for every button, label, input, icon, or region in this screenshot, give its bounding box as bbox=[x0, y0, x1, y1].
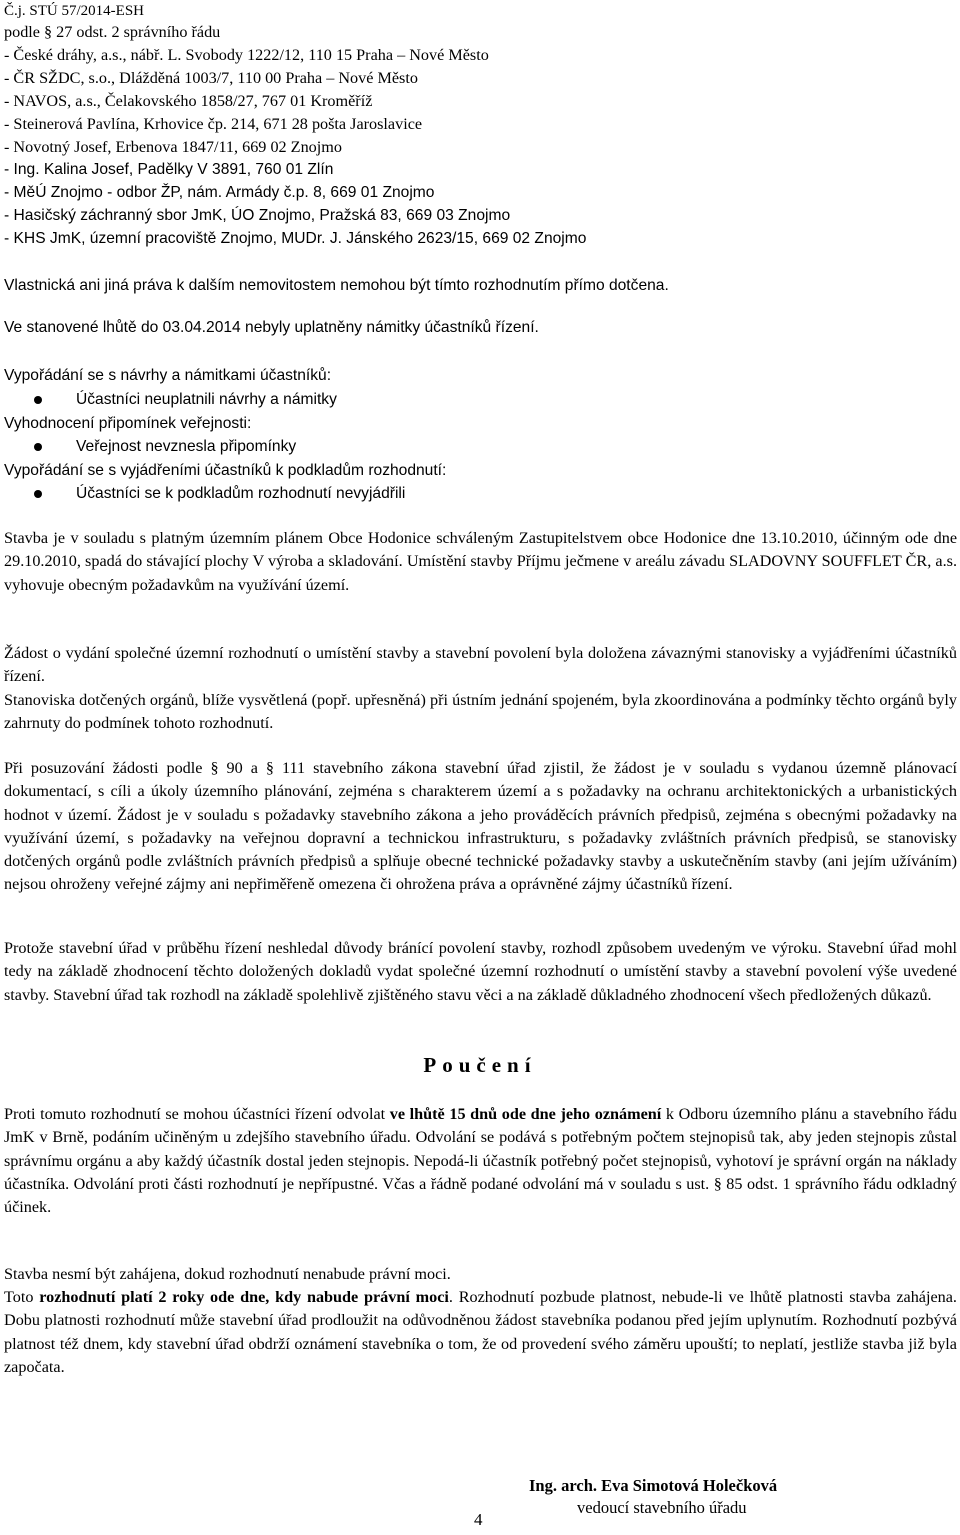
paragraph-assessment: Při posuzování žádosti podle § 90 a § 111 stavebního zákona stavební úřad zjistil, že žádost je v souladu s vydanou územně plánovací dokumentací, s cíli a úkoly územního plánování, zejména s charakterem území a s požadavky na ochranu architektonických a urbanistických hodnot v území. Žádost je v souladu s požadavky stavebního zákona a jeho prováděcích právních předpisů, zejména s obecnými požadavky na využívání území, s požadavky na veřejnou dopravní a technickou infrastrukturu, s požadavky zvláštních právních předpisů, se stanovisky dotčených orgánů podle zvláštních právních předpisů a splňuje obecné technické požadavky stavby a uskutečněním stavby (ani jejím užíváním) nejsou ohroženy veřejné zájmy ani nepřiměřeně omezena či ohrožena práva a oprávněné zájmy účastníků řízení. bbox=[4, 759, 957, 894]
settlement-title: Vypořádání se s vyjádřeními účastníků k podkladům rozhodnutí: bbox=[4, 462, 447, 479]
settlement-title: Vypořádání se s návrhy a námitkami účastníků: bbox=[4, 367, 332, 384]
participant-line: - Hasičský záchranný sbor JmK, ÚO Znojmo, Pražská 83, 669 03 Znojmo bbox=[4, 207, 511, 224]
bullet-icon bbox=[34, 490, 42, 498]
document-page: Č.j. STÚ 57/2014-ESH podle § 27 odst. 2 správního řádu - České dráhy, a.s., nábř. L. Svobody 1222/12, 110 15 Praha – Nové Město - ČR SŽDC, s.o., Dlážděná 1003/7, 110 00 Praha – Nové Město - NAVOS, a.s., Čelakovského 1858/27, 767 01 Kroměříž - Steinerová Pavlína, Krhovice čp. 214, 671 28 pošta Jaroslavice - Novotný Josef, Erbenova 1847/11, 669 02 Znojmo - Ing. Kalina Josef, Padělky V 3891, 760 01 Zlín - MěÚ Znojmo - odbor ŽP, nám. Armády č.p. 8, 669 01 Znojmo - Hasičský záchranný sbor JmK, ÚO Znojmo, Pražská 83, 669 03 Znojmo - KHS JmK, územní pracoviště Znojmo, MUDr. J. Jánského 2623/15, 669 02 Znojmo Vlastnická ani jiná práva k dalším nemovitostem nemohou být tímto rozhodnutím přímo dotčena. Ve stanovené lhůtě do 03.04.2014 nebyly uplatněny námitky účastníků řízení. Vypořádání se s návrhy a námitkami účastníků: Účastníci neuplatnili návrhy a námitky Vyhodnocení připomínek veřejnosti: Veřejnost nevznesla připomínky Vypořádání se s vyjádřeními účastníků k podkladům rozhodnutí: Účastníci se k podkladům rozhodnutí nevyjádřili Stavba je v souladu s platným územním plánem Obce Hodonice schváleným Zastupitelstvem obce Hodonice dne 13.10.2010, účinným ode dne 29.10.2010, spadá do stávající plochy V výroba a skladování. Umístění stavby Příjmu ječmene v areálu závadu SLADOVNY SOUFFLET ČR, a.s. vyhovuje obecným požadavkům na využívání území. Žádost o vydání společné územní rozhodnutí o umístění stavby a stavební povolení byla doložena závaznými stanovisky a vyjádřeními účastníků řízení. Stanoviska dotčených orgánů, blíže vysvětlená (popř. upřesněná) při ústním jednání spojeném, byla zkoordinována a podmínky těchto orgánů byly zahrnuty do podmínek tohoto rozhodnutí. Při posuzování žádosti podle § 90 a § 111 stavebního zákona stavební úřad zjistil, že žádost je v souladu s vydanou územně plánovací dokumentací, s cíli a úkoly územního plánování, zejména s charakterem území a s požadavky na ochranu architektonických a urbanistických hodnot v území. Žádost je v souladu s požadavky stavebního zákona a jeho prováděcích právních předpisů, zejména s obecnými požadavky na využívání území, s požadavky na veřejnou dopravní a technickou infrastrukturu, s požadavky zvláštních právních předpisů, se stanovisky dotčených orgánů podle zvláštních právních předpisů a splňuje obecné technické požadavky stavby a uskutečněním stavby (ani jejím užíváním) nejsou ohroženy veřejné zájmy ani nepřiměřeně omezena či ohrožena práva a oprávněné zájmy účastníků řízení. Protože stavební úřad v průběhu řízení neshledal důvody bránící povolení stavby, rozhodl způsobem uvedeným ve výroku. Stavební úřad mohl tedy na základě zhodnocení těchto doložených dokladů vydat společné územní rozhodnutí o umístění stavby a stavební povolení výše uvedené stavby. Stavební úřad tak rozhodl na základě spolehlivě zjištěného stavu věci a na základě důkladného zhodnocení všech předložených důkazů. Poučení Proti tomuto rozhodnutí se mohou účastníci řízení odvolat ve lhůtě 15 dnů ode dne jeho oznámení k Odboru územního plánu a stavebního řádu JmK v Brně, podáním učiněným u zdejšího stavebního úřadu. Odvolání se podává s potřebným počtem stejnopisů tak, aby jeden stejnopis zůstal správnímu orgánu a aby každý účastník dostal jeden stejnopis. Nepodá-li účastník potřebný počet stejnopisů, vyhotoví je správní orgán na náklady účastníka. Odvolání proti části rozhodnutí je nepřípustné. Včas a řádně podané odvolání má v souladu s ust. § 85 odst. 1 správního řádu odkladný účinek. Stavba nesmí být zahájena, dokud rozhodnutí nenabude právní moci. Toto rozhodnutí platí 2 roky ode dne, kdy nabude právní moci. Rozhodnutí pozbude platnost, nebude-li ve lhůtě platnosti stavba zahájena. Dobu platnosti rozhodnutí může stavební úřad prodloužit na odůvodněnou žádost stavebníka podanou před jejím uplynutím. Rozhodnutí pozbývá platnost též dnem, kdy stavební úřad obdrží oznámení stavebníka o tom, že od provedení svého záměru upouští; to neplatí, jestliže stavba již byla započata. Ing. arch. Eva Simotová Holečková vedoucí stavebního úřadu 4 bbox=[0, 0, 960, 1535]
heading-pouceni: Poučení bbox=[423, 1053, 537, 1077]
reference-number: Č.j. STÚ 57/2014-ESH bbox=[4, 3, 145, 19]
validity-text-rest: . Rozhodnutí pozbude platnost, nebude-li ve lhůtě platnosti stavba zahájena. Dobu platnosti rozhodnutí může stavební úřad prodloužit na odůvodněnou žádost stavebníka podanou před jejím uplynutím. Rozhodnutí pozbývá platnost též dnem, kdy stavební úřad obdrží oznámení stavebníka o tom, že od provedení svého záměru upouští; to neplatí, jestliže stavba již byla započata. bbox=[4, 1288, 957, 1376]
participant-line: - Ing. Kalina Josef, Padělky V 3891, 760 01 Zlín bbox=[4, 161, 334, 178]
participant-line: - MěÚ Znojmo - odbor ŽP, nám. Armády č.p. 8, 669 01 Znojmo bbox=[4, 184, 435, 201]
paragraph-decision: Protože stavební úřad v průběhu řízení neshledal důvody bránící povolení stavby, rozhodl způsobem uvedeným ve výroku. Stavební úřad mohl tedy na základě zhodnocení těchto doložených dokladů vydat společné územní rozhodnutí o umístění stavby a stavební povolení výše uvedené stavby. Stavební úřad tak rozhodl na základě spolehlivě zjištěného stavu věci a na základě důkladného zhodnocení všech předložených důkazů. bbox=[4, 939, 957, 1004]
start-note: Stavba nesmí být zahájena, dokud rozhodnutí nenabude právní moci. bbox=[4, 1265, 451, 1283]
participant-line: - KHS JmK, územní pracoviště Znojmo, MUDr. J. Jánského 2623/15, 669 02 Znojmo bbox=[4, 230, 587, 247]
paragraph-appeal bbox=[4, 1103, 957, 1219]
authorities-text: Stanoviska dotčených orgánů, blíže vysvětlená (popř. upřesněná) při ústním jednání spojeném, byla zkoordinována a podmínky těchto orgánů byly zahrnuty do podmínek tohoto rozhodnutí. bbox=[4, 690, 957, 732]
page-number: 4 bbox=[474, 1510, 483, 1529]
validity-period: rozhodnutí platí 2 roky ode dne, kdy nabude právní moci bbox=[39, 1288, 449, 1306]
paragraph-request bbox=[4, 642, 957, 735]
deadline-note: Ve stanovené lhůtě do 03.04.2014 nebyly uplatněny námitky účastníků řízení. bbox=[4, 319, 539, 336]
bullet-icon bbox=[34, 443, 42, 451]
signature-name: Ing. arch. Eva Simotová Holečková bbox=[529, 1476, 778, 1495]
participant-line: - Novotný Josef, Erbenova 1847/11, 669 02 Znojmo bbox=[4, 138, 342, 156]
participant-line: podle § 27 odst. 2 správního řádu bbox=[4, 23, 221, 41]
paragraph-validity bbox=[4, 1286, 957, 1379]
paragraph-zoning-plan: Stavba je v souladu s platným územním plánem Obce Hodonice schváleným Zastupitelstvem obce Hodonice dne 13.10.2010, účinným ode dne 29.10.2010, spadá do stávající plochy V výroba a skladování. Umístění stavby Příjmu ječmene v areálu závadu SLADOVNY SOUFFLET ČR, a.s. vyhovuje obecným požadavkům na využívání území. bbox=[4, 529, 957, 594]
bullet-icon bbox=[34, 396, 42, 404]
participant-line: - NAVOS, a.s., Čelakovského 1858/27, 767 01 Kroměříž bbox=[4, 92, 373, 110]
ownership-note: Vlastnická ani jiná práva k dalším nemovitostem nemohou být tímto rozhodnutím přímo dotčena. bbox=[4, 277, 669, 294]
signature-role: vedoucí stavebního úřadu bbox=[577, 1498, 747, 1517]
settlement-title: Vyhodnocení připomínek veřejnosti: bbox=[4, 415, 252, 432]
participant-line: - ČR SŽDC, s.o., Dlážděná 1003/7, 110 00 Praha – Nové Město bbox=[4, 69, 418, 87]
appeal-deadline: ve lhůtě 15 dnů ode dne jeho oznámení bbox=[389, 1105, 662, 1123]
participant-line: - České dráhy, a.s., nábř. L. Svobody 1222/12, 110 15 Praha – Nové Město bbox=[4, 46, 489, 64]
appeal-text-rest: k Odboru územního plánu a stavebního řádu JmK v Brně, podáním učiněným u zdejšího stavebního úřadu. Odvolání se podává s potřebným počtem stejnopisů tak, aby jeden stejnopis zůstal správnímu orgánu a aby každý účastník dostal jeden stejnopis. Nepodá-li účastník potřebný počet stejnopisů, vyhotoví je správní orgán na náklady účastníka. Odvolání proti části rozhodnutí je nepřípustné. Včas a řádně podané odvolání má v souladu s ust. § 85 odst. 1 správního řádu odkladný účinek. bbox=[4, 1105, 957, 1217]
validity-text: Toto bbox=[4, 1288, 40, 1306]
request-text: Žádost o vydání společné územní rozhodnutí o umístění stavby a stavební povolení byla doložena závaznými stanovisky a vyjádřeními účastníků řízení. bbox=[4, 644, 957, 686]
appeal-text: Proti tomuto rozhodnutí se mohou účastníci řízení odvolat bbox=[4, 1105, 390, 1123]
participant-line: - Steinerová Pavlína, Krhovice čp. 214, 671 28 pošta Jaroslavice bbox=[4, 115, 423, 133]
